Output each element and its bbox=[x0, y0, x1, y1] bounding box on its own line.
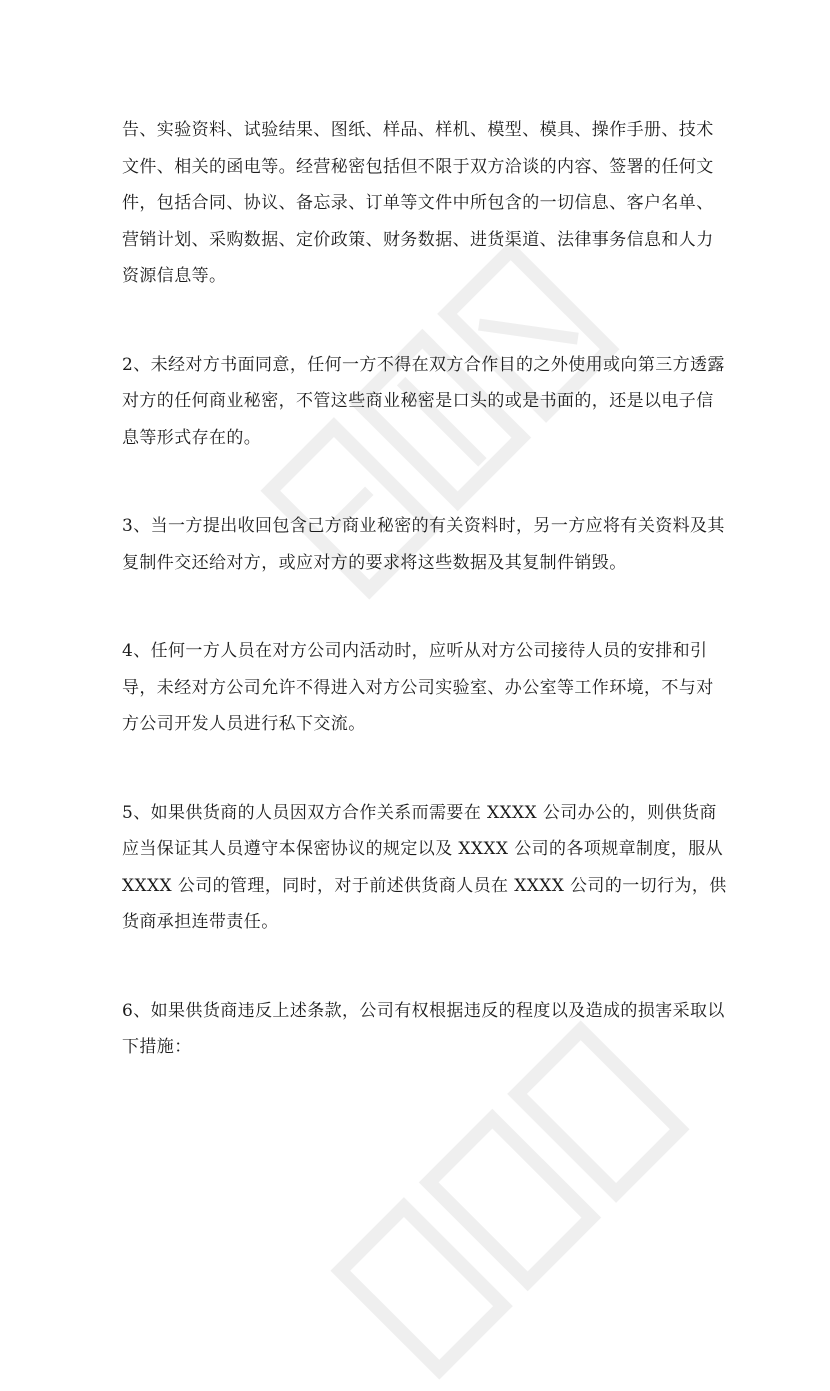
clause-6 bbox=[122, 993, 725, 1066]
text-line: 对方的任何商业秘密，不管这些商业秘密是口头的或是书面的，还是以电子信 bbox=[122, 391, 714, 411]
text-line: 下措施： bbox=[122, 1037, 192, 1057]
text-line: 营销计划、采购数据、定价政策、财务数据、进货渠道、法律事务信息和人力 bbox=[122, 229, 714, 250]
text-line: 息等形式存在的。 bbox=[122, 427, 262, 448]
text-line: 6、如果供货商违反上述条款，公司有权根据违反的程度以及造成的损害采取以 bbox=[122, 1000, 725, 1021]
paragraph-spacer bbox=[122, 743, 710, 795]
text-line: 应当保证其人员遵守本保密协议的规定以及 XXXX 公司的各项规章制度，服从 bbox=[122, 839, 724, 859]
paragraph-spacer bbox=[122, 295, 710, 347]
paragraph-continued-definition bbox=[122, 112, 714, 295]
text-line: 件，包括合同、协议、备忘录、订单等文件中所包含的一切信息、客户名单、 bbox=[122, 193, 714, 213]
text-line: 3、当一方提出收回包含己方商业秘密的有关资料时，另一方应将有关资料及其 bbox=[122, 516, 725, 536]
paragraph-spacer bbox=[122, 456, 710, 508]
clause-4 bbox=[122, 633, 714, 743]
text-line: 文件、相关的函电等。经营秘密包括但不限于双方洽谈的内容、签署的任何文 bbox=[122, 156, 714, 177]
text-line: 资源信息等。 bbox=[122, 266, 227, 286]
text-line: 货商承担连带责任。 bbox=[122, 912, 279, 932]
clause-2 bbox=[122, 347, 725, 457]
paragraph-spacer bbox=[122, 941, 710, 993]
text-line: 2、未经对方书面同意，任何一方不得在双方合作目的之外使用或向第三方透露 bbox=[122, 354, 725, 375]
document-body bbox=[122, 112, 727, 1066]
paragraph-spacer bbox=[122, 581, 710, 633]
text-line: 复制件交还给对方，或应对方的要求将这些数据及其复制件销毁。 bbox=[122, 552, 627, 573]
text-line: 5、如果供货商的人员因双方合作关系而需要在 XXXX 公司办公的，则供货商 bbox=[122, 802, 717, 823]
text-line: 方公司开发人员进行私下交流。 bbox=[122, 714, 366, 734]
watermark-graphic-bottom bbox=[319, 1009, 701, 1391]
text-line: 4、任何一方人员在对方公司内活动时，应听从对方公司接待人员的安排和引 bbox=[122, 641, 708, 661]
text-line: 导，未经对方公司允许不得进入对方公司实验室、办公室等工作环境，不与对 bbox=[122, 677, 714, 698]
clause-5 bbox=[122, 795, 727, 941]
text-line: 告、实验资料、试验结果、图纸、样品、样机、模型、模具、操作手册、技术 bbox=[122, 120, 714, 140]
text-line: XXXX 公司的管理，同时，对于前述供货商人员在 XXXX 公司的一切行为，供 bbox=[122, 875, 727, 896]
clause-3 bbox=[122, 508, 725, 581]
